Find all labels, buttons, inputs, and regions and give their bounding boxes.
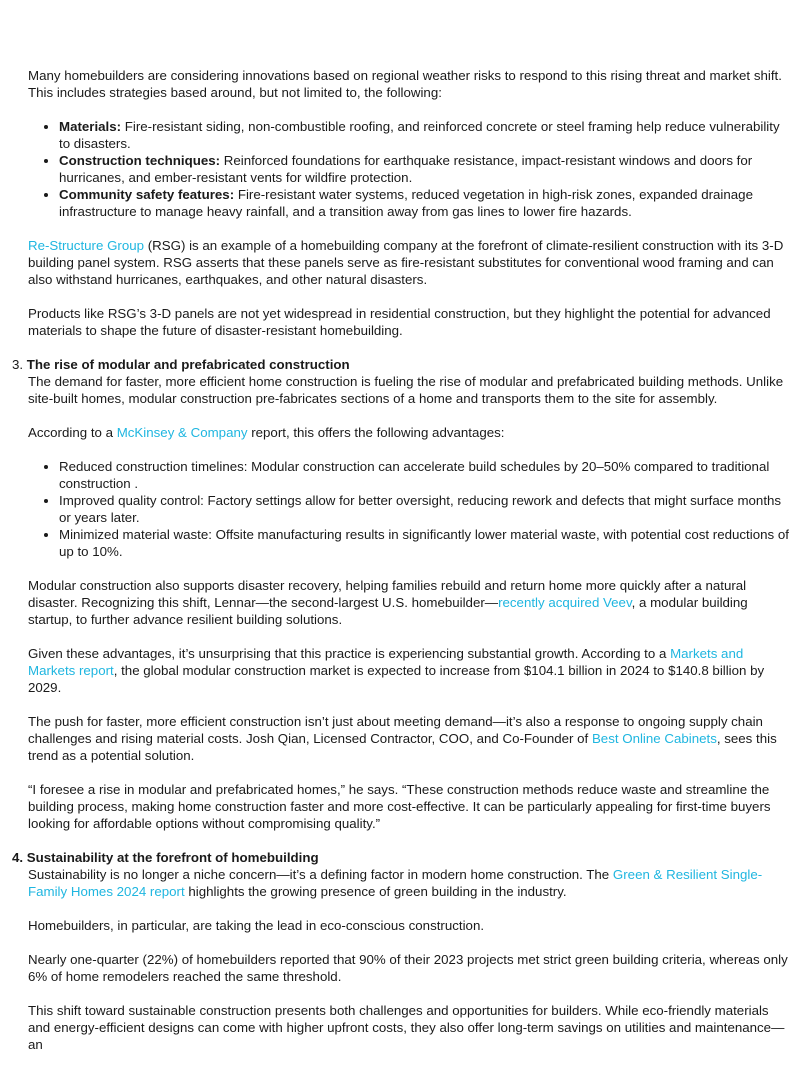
markets-after: , the global modular construction market is expected to increase from $104.1 billion in 2024 to $140.8 billion by 2029.	[28, 663, 765, 695]
section-number: 4.	[12, 850, 24, 865]
list-item	[59, 186, 792, 220]
list-item: • Reduced construction timelines: Modular construction can accelerate build schedules by 20–50% compared to traditional construction .	[59, 458, 792, 492]
lennar-after: , a modular building startup, to further advance resilient building solutions.	[28, 595, 748, 627]
advantages-list	[28, 458, 792, 560]
rsg-products-paragraph: Products like RSG’s 3-D panels are not yet widespread in residential construction, but they highlight the potential for advanced materials to shape the future of disaster-resistant homebuilding.	[28, 306, 771, 338]
intro-paragraph: Many homebuilders are considering innovations based on regional weather risks to respond to this rising threat and market shift. This includes strategies based around, but not limited to, the following:	[28, 68, 782, 100]
strategy-text: Reinforced foundations for earthquake resistance, impact-resistant windows and doors for hurricanes, and ember-resistant vents for wildfire protection.	[59, 153, 753, 185]
re-structure-group-link[interactable]: Re-Structure Group	[28, 238, 145, 253]
markets-before: Given these advantages, it’s unsurprising that this practice is experiencing substantial growth. According to a	[28, 646, 671, 661]
green-resilient-report-link[interactable]: Green & Resilient Single-Family Homes 2024 report	[28, 867, 763, 899]
article-body	[12, 67, 792, 1070]
strategy-label: Construction techniques:	[59, 153, 221, 168]
best-online-cabinets-link[interactable]: Best Online Cabinets	[591, 731, 717, 746]
quote-paragraph: “I foresee a rise in modular and prefabricated homes,” he says. “These construction methods reduce waste and streamline the building process, making home construction faster and more cost-effective. It can be particularly appealing for first-time buyers looking for affordable options without compromising quality.”	[28, 782, 771, 831]
list-item	[59, 152, 792, 186]
strategy-label: Materials:	[59, 119, 122, 134]
list-item: • Improved quality control: Factory settings allow for better oversight, reducing rework and defects that might surface months or years later.	[59, 492, 792, 526]
section-3-heading	[12, 356, 792, 373]
rsg-paragraph	[28, 237, 792, 288]
supply-before: The push for faster, more efficient construction isn’t just about meeting demand—it’s also a response to ongoing supply chain challenges and rising material costs. Josh Qian, Licensed Contractor, COO, and Co-Founder of	[28, 714, 763, 746]
section-number: 3.	[12, 357, 24, 372]
supply-after: , sees this trend as a potential solution.	[28, 731, 777, 763]
section-title: Sustainability at the forefront of homebuilding	[26, 850, 319, 865]
section-title: The rise of modular and prefabricated construction	[26, 357, 350, 372]
lennar-before: Modular construction also supports disaster recovery, helping families rebuild and return home more quickly after a natural disaster. Recognizing this shift, Lennar—the second-largest U.S. homebuilder—	[28, 578, 747, 610]
lennar-paragraph	[28, 577, 792, 628]
veev-link[interactable]: recently acquired Veev	[498, 595, 632, 610]
shift-paragraph: This shift toward sustainable construction presents both challenges and opportunities for builders. While eco-friendly materials and energy-efficient designs can come with higher upfront costs, they also offer long-term savings on utilities and maintenance—an	[28, 1003, 785, 1052]
section-4-heading	[12, 849, 792, 866]
strategies-list	[28, 118, 792, 220]
stats-paragraph: Nearly one-quarter (22%) of homebuilders reported that 90% of their 2023 projects met strict green building criteria, whereas only 6% of home remodelers reached the same threshold.	[28, 952, 788, 984]
rsg-text: (RSG) is an example of a homebuilding company at the forefront of climate-resilient construction with its 3-D building panel system. RSG asserts that these panels serve as fire-resistant substitutes for conventional wood framing and can also withstand hurricanes, earthquakes, and other natural disasters.	[28, 238, 784, 287]
list-item: • Minimized material waste: Offsite manufacturing results in significantly lower material waste, with potential cost reductions of up to 10%.	[59, 526, 792, 560]
section-4-before: Sustainability is no longer a niche concern—it’s a defining factor in modern home construction. The	[28, 867, 613, 882]
section-4-after: highlights the growing presence of green building in the industry.	[184, 884, 567, 899]
supply-paragraph	[28, 713, 792, 764]
strategy-text: Fire-resistant water systems, reduced vegetation in high-risk zones, expanded drainage infrastructure to manage heavy rainfall, and a transition away from gas lines to lower fire hazards.	[59, 187, 753, 219]
mckinsey-after: report, this offers the following advantages:	[247, 425, 505, 440]
markets-paragraph	[28, 645, 792, 696]
strategy-label: Community safety features:	[59, 187, 235, 202]
mckinsey-paragraph	[28, 424, 792, 441]
strategy-text: Fire-resistant siding, non-combustible roofing, and reinforced concrete or steel framing help reduce vulnerability to disasters.	[59, 119, 780, 151]
list-item	[59, 118, 792, 152]
section-3-intro: The demand for faster, more efficient home construction is fueling the rise of modular and prefabricated building methods. Unlike site-built homes, modular construction pre-fabricates sections of a home and transports them to the site for assembly.	[28, 374, 784, 406]
section-4-intro	[28, 866, 792, 900]
mckinsey-before: According to a	[28, 425, 117, 440]
eco-lead-paragraph: Homebuilders, in particular, are taking the lead in eco-conscious construction.	[28, 918, 485, 933]
markets-and-markets-link[interactable]: Markets and Markets report	[28, 646, 744, 678]
mckinsey-link[interactable]: McKinsey & Company	[116, 425, 248, 440]
